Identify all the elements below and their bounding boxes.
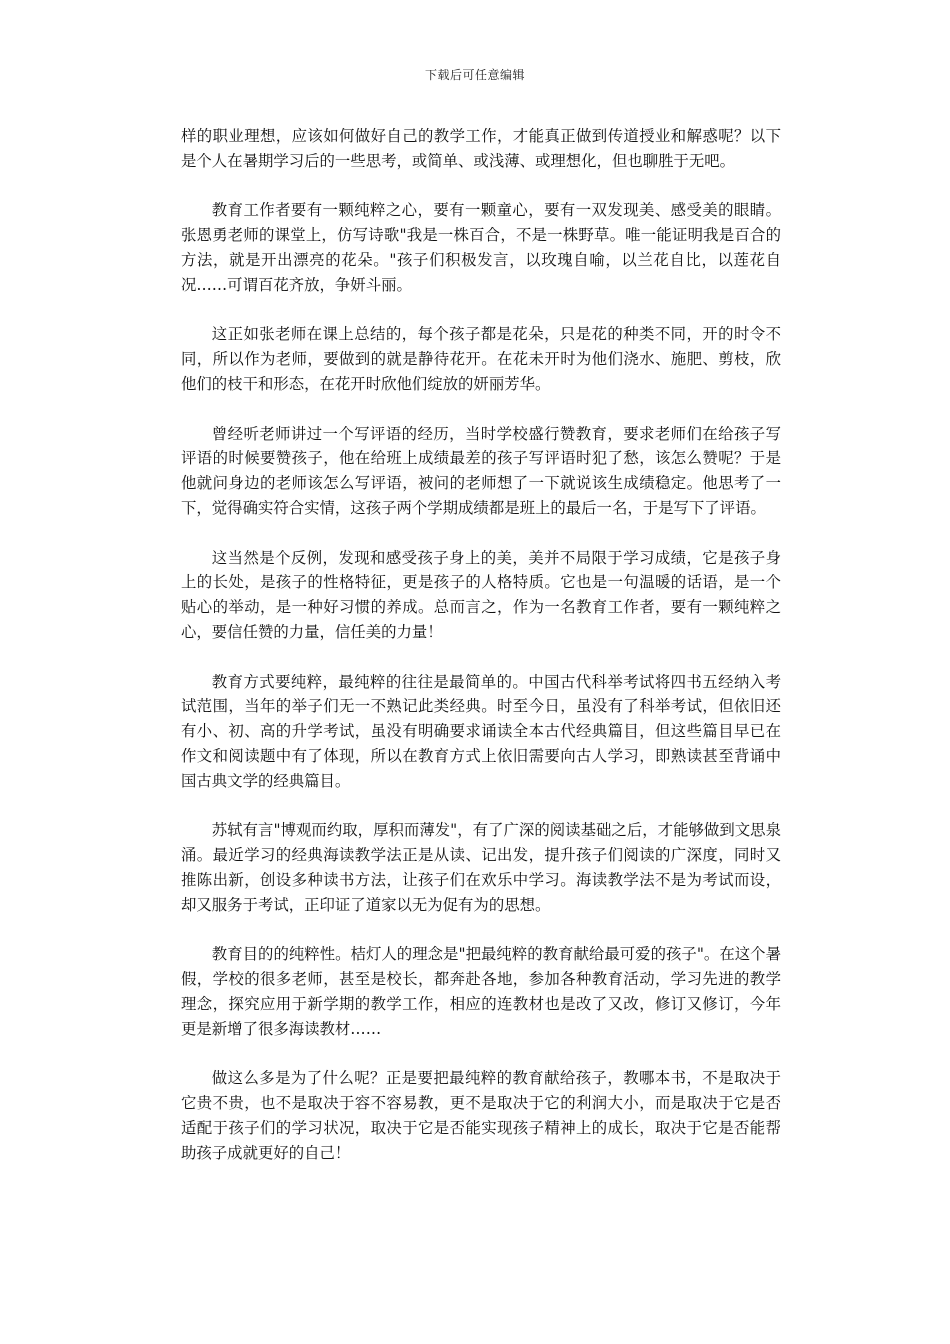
paragraph: 做这么多是为了什么呢？正是要把最纯粹的教育献给孩子，教哪本书，不是取决于它贵不贵，也不是取决于容不容易教，更不是取决于它的利润大小，而是取决于它是否适配于孩子们的学习状况，取决于它是否能实现孩子精神上的成长，取决于它是否能帮助孩子成就更好的自己！ xyxy=(181,1069,781,1162)
paragraph: 教育方式要纯粹，最纯粹的往往是最简单的。中国古代科举考试将四书五经纳入考试范围，当年的举子们无一不熟记此类经典。时至今日，虽没有了科举考试，但依旧还有小、初、高的升学考试，虽没有明确要求诵读全本古代经典篇目，但这些篇目早已在作文和阅读题中有了体现，所以在教育方式上依旧需要向古人学习，即熟读甚至背诵中国古典文学的经典篇目。 xyxy=(181,672,781,790)
paragraph: 苏轼有言"博观而约取，厚积而薄发"，有了广深的阅读基础之后，才能够做到文思泉涌。最近学习的经典海读教学法正是从读、记出发，提升孩子们阅读的广深度，同时又推陈出新，创设多种读书方法，让孩子们在欢乐中学习。海读教学法不是为考试而设，却又服务于考试，正印证了道家以无为促有为的思想。 xyxy=(181,821,781,914)
page-header: 下载后可任意编辑 xyxy=(424,68,525,82)
paragraph: 曾经听老师讲过一个写评语的经历，当时学校盛行赞教育，要求老师们在给孩子写评语的时候要赞孩子，他在给班上成绩最差的孩子写评语时犯了愁，该怎么赞呢？于是他就问身边的老师该怎么写评语，被问的老师想了一下就说该生成绩稳定。他思考了一下，觉得确实符合实情，这孩子两个学期成绩都是班上的最后一名，于是写下了评语。 xyxy=(181,424,781,517)
document-body xyxy=(181,124,781,1165)
paragraph-continuation: 样的职业理想，应该如何做好自己的教学工作，才能真正做到传道授业和解惑呢？以下是个人在暑期学习后的一些思考，或简单、或浅薄、或理想化，但也聊胜于无吧。 xyxy=(181,127,781,170)
paragraph: 教育工作者要有一颗纯粹之心，要有一颗童心，要有一双发现美、感受美的眼睛。张恩勇老师的课堂上，仿写诗歌"我是一株百合，不是一株野草。唯一能证明我是百合的方法，就是开出漂亮的花朵。"孩子们积极发言，以玫瑰自喻，以兰花自比，以莲花自况……可谓百花齐放，争妍斗丽。 xyxy=(181,201,781,294)
paragraph: 教育目的的纯粹性。桔灯人的理念是"把最纯粹的教育献给最可爱的孩子"。在这个暑假，学校的很多老师，甚至是校长，都奔赴各地，参加各种教育活动，学习先进的教学理念，探究应用于新学期的教学工作，相应的连教材也是改了又改，修订又修订，今年更是新增了很多海读教材…… xyxy=(181,945,781,1038)
paragraph: 这当然是个反例，发现和感受孩子身上的美，美并不局限于学习成绩，它是孩子身上的长处，是孩子的性格特征，更是孩子的人格特质。它也是一句温暖的话语，是一个贴心的举动，是一种好习惯的养成。总而言之，作为一名教育工作者，要有一颗纯粹之心，要信任赞的力量，信任美的力量！ xyxy=(181,548,781,641)
paragraph: 这正如张老师在课上总结的，每个孩子都是花朵，只是花的种类不同，开的时令不同，所以作为老师，要做到的就是静待花开。在花未开时为他们浇水、施肥、剪枝，欣他们的枝干和形态，在花开时欣他们绽放的妍丽芳华。 xyxy=(181,325,781,393)
